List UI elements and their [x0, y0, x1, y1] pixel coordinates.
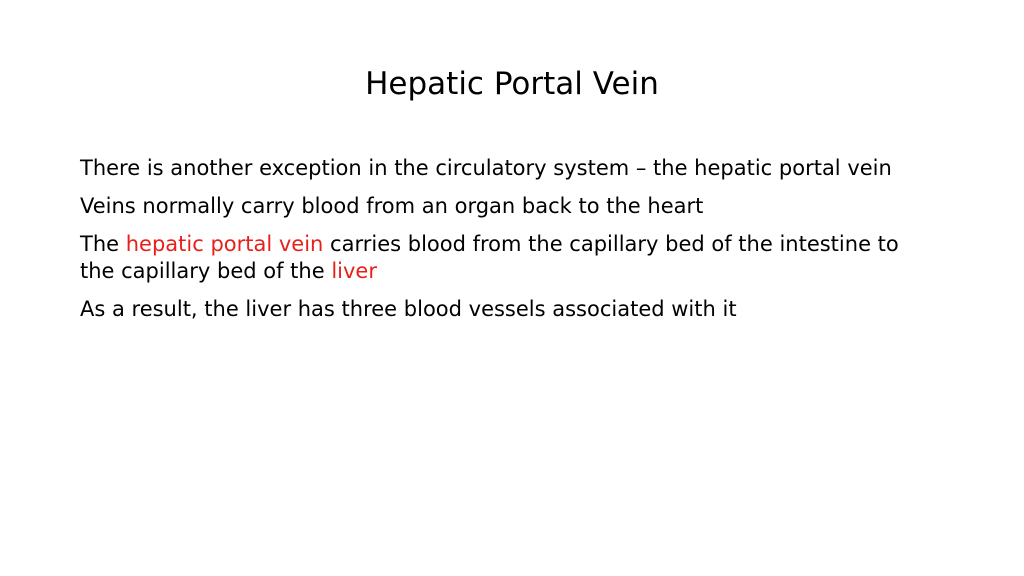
slide-title: Hepatic Portal Vein — [365, 66, 659, 102]
paragraph-three-vessels: As a result, the liver has three blood vessels associated with it — [80, 297, 737, 321]
paragraph-text-segment: carries blood from the capillary bed of the intestine to the capillary bed of the — [80, 232, 899, 283]
paragraph-text-segment: The — [80, 232, 126, 256]
paragraph-exception: There is another exception in the circulatory system – the hepatic portal vein — [80, 156, 892, 180]
paragraph-hepatic-portal-vein — [80, 231, 900, 285]
highlight-liver: liver — [331, 259, 377, 283]
paragraph-veins-normally: Veins normally carry blood from an organ back to the heart — [80, 194, 704, 218]
slide-body — [80, 155, 900, 334]
highlight-hepatic-portal-vein: hepatic portal vein — [125, 232, 324, 256]
